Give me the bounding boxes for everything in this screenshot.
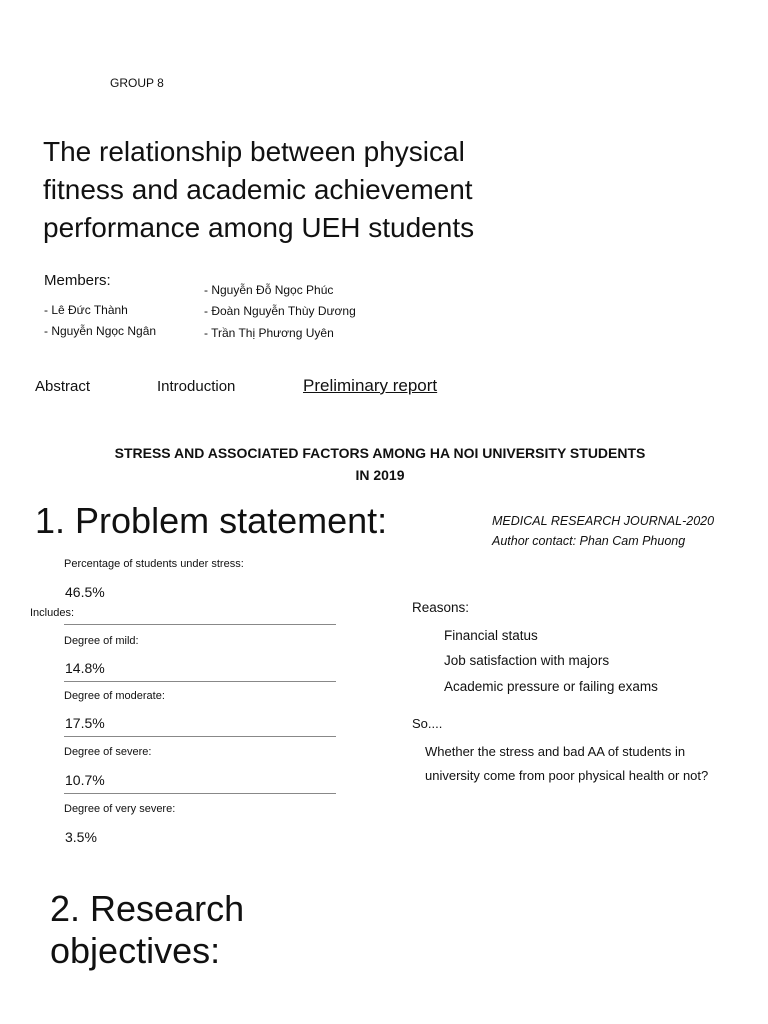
degree-value: 17.5% (65, 715, 105, 731)
reason-item: Job satisfaction with majors (444, 653, 610, 668)
journal-name: MEDICAL RESEARCH JOURNAL-2020 (492, 514, 715, 528)
author-contact: Author contact: Phan Cam Phuong (492, 534, 686, 548)
member-name: - Trần Thị Phương Uyên (204, 326, 334, 340)
heading-line-2: objectives: (50, 930, 221, 971)
member-name: - Nguyễn Đỗ Ngọc Phúc (204, 283, 334, 297)
degree-value: 10.7% (65, 772, 105, 788)
so-label: So.... (412, 716, 443, 731)
divider (64, 736, 336, 737)
degree-label: Degree of mild: (64, 635, 139, 647)
title-line-1: The relationship between physical (43, 136, 465, 167)
paper-title-line-1: STRESS AND ASSOCIATED FACTORS AMONG HA NOI UNIVERSITY STUDENTS (114, 445, 646, 461)
page-title (43, 133, 523, 247)
reason-item: Financial status (444, 628, 538, 643)
research-question: Whether the stress and bad AA of students in university come from poor physical health or not? (425, 744, 709, 783)
section-heading-problem-statement: 1. Problem statement: (35, 500, 388, 541)
section-heading-research-objectives (50, 888, 410, 972)
nav-preliminary-report-link[interactable]: Preliminary report (303, 376, 438, 395)
title-line-2: fitness and academic achievement (43, 174, 473, 205)
reason-item: Academic pressure or failing exams (444, 679, 658, 694)
degree-value: 14.8% (65, 660, 105, 676)
paper-title-line-2: IN 2019 (355, 467, 405, 483)
nav-abstract[interactable]: Abstract (35, 378, 91, 395)
degree-label: Degree of very severe: (64, 803, 176, 815)
nav-introduction[interactable]: Introduction (157, 378, 236, 395)
member-name: - Lê Đức Thành (44, 303, 128, 317)
heading-line-1: 2. Research (50, 888, 245, 929)
degree-label: Degree of moderate: (64, 690, 165, 702)
divider (64, 681, 336, 682)
degree-label: Degree of severe: (64, 746, 152, 758)
member-name: - Đoàn Nguyễn Thùy Dương (204, 304, 356, 318)
overall-stress-label: Percentage of students under stress: (64, 558, 244, 570)
title-line-3: performance among UEH students (43, 212, 475, 243)
paper-title (60, 442, 700, 486)
reasons-label: Reasons: (412, 600, 470, 615)
includes-label: Includes: (30, 607, 75, 619)
members-label: Members: (44, 272, 111, 289)
group-label: GROUP 8 (110, 76, 164, 90)
divider (64, 624, 336, 625)
member-name: - Nguyễn Ngọc Ngân (44, 324, 157, 338)
divider (64, 793, 336, 794)
overall-stress-value: 46.5% (65, 584, 105, 600)
degree-value: 3.5% (65, 829, 97, 845)
